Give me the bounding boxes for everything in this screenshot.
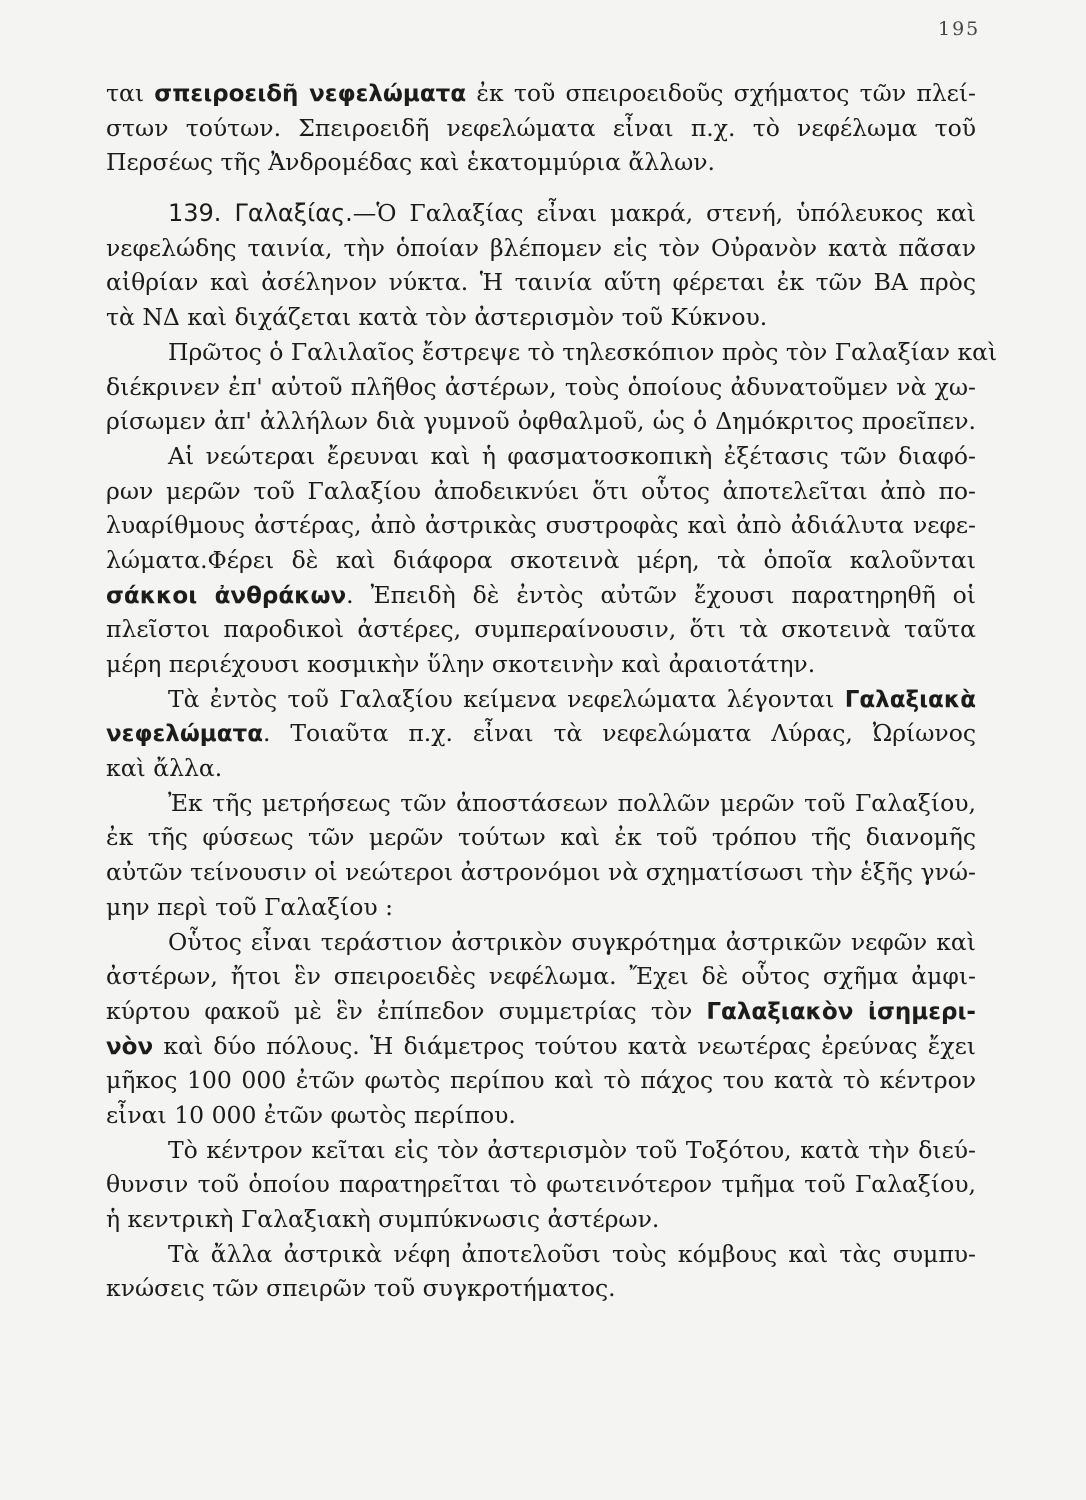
body-text bbox=[106, 76, 998, 1306]
text-line: θυνσιν τοῦ ὁποίου παρατηρεῖται τὸ φωτεινότερον τμῆμα τοῦ Γαλαξίου, bbox=[106, 1170, 976, 1199]
section-heading-line bbox=[106, 196, 976, 231]
bold-term-galactic: Γαλαξιακὰ bbox=[844, 686, 976, 713]
page-number: 195 bbox=[938, 18, 981, 40]
text-span: κύρτου φακοῦ μὲ ἓν ἐπίπεδον συμμετρίας τὸν bbox=[106, 996, 707, 1025]
text-line: αὐτῶν τείνουσιν οἱ νεώτεροι ἀστρονόμοι νὰ σχηματίσωσι τὴν ἑξῆς γνώ- bbox=[106, 858, 976, 887]
text-line: μῆκος 100 000 ἐτῶν φωτὸς περίπου καὶ τὸ πάχος του κατὰ τὸ κέντρον bbox=[106, 1066, 976, 1095]
text-line bbox=[106, 682, 976, 717]
text-line: ἐκ τῆς φύσεως τῶν μερῶν τούτων καὶ ἐκ τοῦ τρόπου τῆς διανομῆς bbox=[106, 823, 976, 852]
text-span: ἐκ τοῦ σπειροειδοῦς σχήματος τῶν πλεί- bbox=[466, 79, 976, 107]
text-line: εἶναι 10 000 ἐτῶν φωτὸς περίπου. bbox=[106, 1100, 516, 1129]
bold-term-nebulae: νεφελώματα bbox=[106, 721, 264, 748]
text-line bbox=[106, 994, 976, 1029]
text-line: Οὗτος εἶναι τεράστιον ἀστρικὸν συγκρότημα ἀστρικῶν νεφῶν καὶ bbox=[168, 927, 976, 956]
text-line: ρίσωμεν ἀπ' ἀλλήλων διὰ γυμνοῦ ὀφθαλμοῦ, ὡς ὁ Δημόκριτος προεῖπεν. bbox=[106, 407, 976, 436]
text-line: Ἐκ τῆς μετρήσεως τῶν ἀποστάσεων πολλῶν μερῶν τοῦ Γαλαξίου, bbox=[168, 788, 976, 817]
text-line: ρων μερῶν τοῦ Γαλαξίου ἀποδεικνύει ὅτι οὗτος ἀποτελεῖται ἀπὸ πο- bbox=[106, 476, 976, 505]
text-span: —Ὁ Γαλαξίας εἶναι μακρά, στενή, ὑπόλευκος καὶ bbox=[352, 199, 977, 228]
text-line: κνώσεις τῶν σπειρῶν τοῦ συγκροτήματος. bbox=[106, 1274, 616, 1303]
text-line: νεφελώδης ταινία, τὴν ὁποίαν βλέπομεν εἰς τὸν Οὐρανὸν κατὰ πᾶσαν bbox=[106, 233, 976, 262]
text-span: καὶ δύο πόλους. Ἡ διάμετρος τούτου κατὰ νεωτέρας ἐρεύνας ἔχει bbox=[153, 1031, 976, 1060]
text-line bbox=[106, 1029, 976, 1064]
text-span: ται bbox=[106, 79, 155, 107]
text-line: Πρῶτος ὁ Γαλιλαῖος ἔστρεψε τὸ τηλεσκόπιον πρὸς τὸν Γαλαξίαν καὶ bbox=[168, 337, 998, 366]
bold-term-equator-end: νὸν bbox=[106, 1033, 154, 1060]
text-span: Τὰ ἐντὸς τοῦ Γαλαξίου κείμενα νεφελώματα λέγονται bbox=[168, 684, 845, 713]
text-line: λυαρίθμους ἀστέρας, ἀπὸ ἀστρικὰς συστροφὰς καὶ ἀπὸ ἀδιάλυτα νεφε- bbox=[106, 511, 976, 540]
text-line: Τὸ κέντρον κεῖται εἰς τὸν ἀστερισμὸν τοῦ Τοξότου, κατὰ τὴν διεύ- bbox=[168, 1135, 976, 1164]
text-line: διέκρινεν ἐπ' αὐτοῦ πλῆθος ἀστέρων, τοὺς ὁποίους ἀδυνατοῦμεν νὰ χω- bbox=[106, 372, 976, 401]
text-line: μην περὶ τοῦ Γαλαξίου : bbox=[106, 892, 394, 921]
bold-term-coal-sacks: σάκκοι ἀνθράκων bbox=[106, 582, 347, 609]
text-line: Αἱ νεώτεραι ἔρευναι καὶ ἡ φασματοσκοπικὴ ἐξέτασις τῶν διαφό- bbox=[168, 441, 976, 470]
text-span: . Ἐπειδὴ δὲ ἐντὸς αὐτῶν ἔχουσι παρατηρηθῆ οἱ bbox=[346, 580, 976, 609]
text-line: αἰθρίαν καὶ ἀσέληνον νύκτα. Ἡ ταινία αὕτη φέρεται ἐκ τῶν ΒΑ πρὸς bbox=[106, 268, 976, 297]
text-line: Περσέως τῆς Ἀνδρομέδας καὶ ἑκατομμύρια ἄλλων. bbox=[106, 148, 716, 177]
text-line: ἀστέρων, ἤτοι ἓν σπειροειδὲς νεφέλωμα. Ἔχει δὲ οὗτος σχῆμα ἀμφι- bbox=[106, 962, 976, 991]
text-line bbox=[106, 716, 976, 751]
section-heading: 139. Γαλαξίας. bbox=[168, 199, 353, 228]
text-line: τὰ ΝΔ καὶ διχάζεται κατὰ τὸν ἀστερισμὸν τοῦ Κύκνου. bbox=[106, 303, 768, 332]
text-line: καὶ ἄλλα. bbox=[106, 754, 223, 783]
text-line: λώματα.Φέρει δὲ καὶ διάφορα σκοτεινὰ μέρη, τὰ ὁποῖα καλοῦνται bbox=[106, 545, 976, 574]
text-line: πλεῖστοι παροδικοὶ ἀστέρες, συμπεραίνουσιν, ὅτι τὰ σκοτεινὰ ταῦτα bbox=[106, 615, 976, 644]
text-line: στων τούτων. Σπειροειδῆ νεφελώματα εἶναι π.χ. τὸ νεφέλωμα τοῦ bbox=[106, 113, 976, 142]
text-line: ἡ κεντρικὴ Γαλαξιακὴ συμπύκνωσις ἀστέρων. bbox=[106, 1205, 660, 1233]
bold-term-galactic-equator: Γαλαξιακὸν ἰσημερι- bbox=[706, 998, 976, 1025]
text-span: . Τοιαῦτα π.χ. εἶναι τὰ νεφελώματα Λύρας, Ὠρίωνος bbox=[263, 719, 976, 748]
text-line bbox=[106, 76, 976, 111]
text-line: Τὰ ἄλλα ἀστρικὰ νέφη ἀποτελοῦσι τοὺς κόμβους καὶ τὰς συμπυ- bbox=[168, 1239, 976, 1268]
text-line: μέρη περιέχουσι κοσμικὴν ὕλην σκοτεινὴν καὶ ἀραιοτάτην. bbox=[106, 650, 816, 678]
bold-term-spiral-nebulae: σπειροειδῆ νεφελώματα bbox=[154, 81, 467, 107]
text-line bbox=[106, 578, 976, 613]
